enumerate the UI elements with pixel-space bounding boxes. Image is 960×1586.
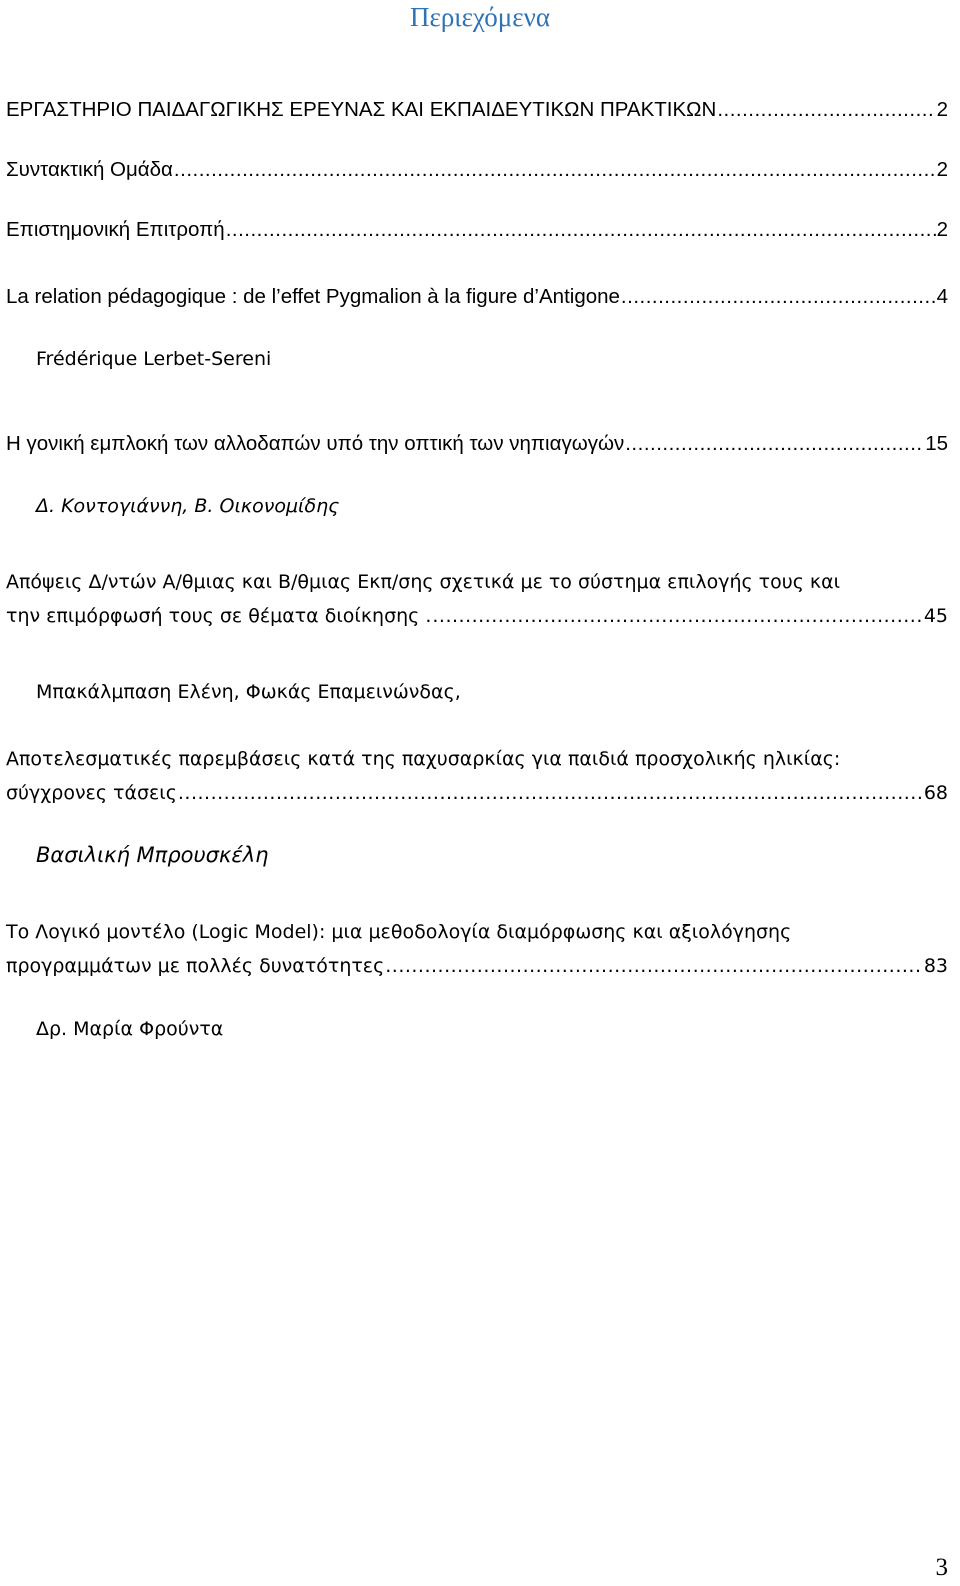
toc-entry-title: προγραμμάτων με πολλές δυνατότητες: [6, 955, 385, 977]
toc-entry-title-line1: Αποτελεσματικές παρεμβάσεις κατά της παχυσαρκίας για παιδιά προσχολικής ηλικίας:: [6, 748, 841, 770]
toc-page-number: 2: [936, 158, 948, 181]
toc-entry-title: σύγχρονες τάσεις: [6, 782, 177, 804]
toc-author: Frédérique Lerbet-Sereni: [36, 348, 272, 370]
toc-page-number: 68: [923, 782, 948, 804]
toc-entry-title: Η γονική εμπλοκή των αλλοδαπών υπό την οπτική των νηπιαγωγών: [6, 432, 625, 455]
toc-entry[interactable]: [6, 213, 948, 247]
toc-leader: [625, 427, 924, 461]
toc-leader: [621, 280, 936, 314]
toc-leader: [226, 213, 936, 247]
toc-page-number: 2: [936, 218, 948, 241]
toc-leader: [717, 93, 935, 127]
toc-entry-title: Επιστημονική Επιτροπή: [6, 218, 225, 241]
toc-entry-title: ΕΡΓΑΣΤΗΡΙΟ ΠΑΙΔΑΓΩΓΙΚΗΣ ΕΡΕΥΝΑΣ ΚΑΙ ΕΚΠΑΙΔΕΥΤΙΚΩΝ ΠΡΑΚΤΙΚΩΝ: [6, 98, 717, 121]
toc-entry-title-line1: Το Λογικό μοντέλο (Logic Model): μια μεθοδολογία διαμόρφωσης και αξιολόγησης: [6, 921, 792, 943]
toc-entry-title: La relation pédagogique : de l’effet Pygmalion à la figure d’Antigone: [6, 285, 620, 308]
toc-entry[interactable]: [6, 427, 948, 461]
toc-page-number: 83: [923, 955, 948, 977]
page-title: Περιεχόμενα: [410, 2, 550, 32]
toc-entry[interactable]: [6, 565, 948, 633]
toc-entry[interactable]: [6, 153, 948, 187]
toc-entry[interactable]: [6, 280, 948, 314]
toc-page-number: 4: [936, 285, 948, 308]
toc-entry-title: Συντακτική Ομάδα: [6, 158, 173, 181]
toc-leader: [174, 153, 936, 187]
toc-leader: [385, 949, 923, 983]
toc-author: Μπακάλμπαση Ελένη, Φωκάς Επαμεινώνδας,: [36, 681, 461, 703]
toc-leader: [432, 599, 922, 633]
toc-entry[interactable]: [6, 93, 948, 127]
page-number: 3: [935, 1554, 948, 1581]
toc-entry-title-line1: Απόψεις Δ/ντών Α/θμιας και Β/θμιας Εκπ/σης σχετικά με το σύστημα επιλογής τους και: [6, 571, 841, 593]
toc-entry[interactable]: [6, 915, 948, 983]
toc-entry[interactable]: [6, 742, 948, 810]
toc-page-number: 15: [925, 432, 948, 455]
toc-leader: [178, 776, 923, 810]
toc-page-number: 45: [923, 605, 948, 627]
toc-author: Βασιλική Μπρουσκέλη: [36, 843, 269, 867]
toc-entry-title: την επιμόρφωσή τους σε θέματα διοίκησης .: [6, 605, 432, 627]
toc-page-number: 2: [936, 98, 948, 121]
toc-author: Δ. Κοντογιάννη, Β. Οικονομίδης: [36, 495, 340, 517]
toc-author: Δρ. Μαρία Φρούντα: [36, 1018, 224, 1040]
